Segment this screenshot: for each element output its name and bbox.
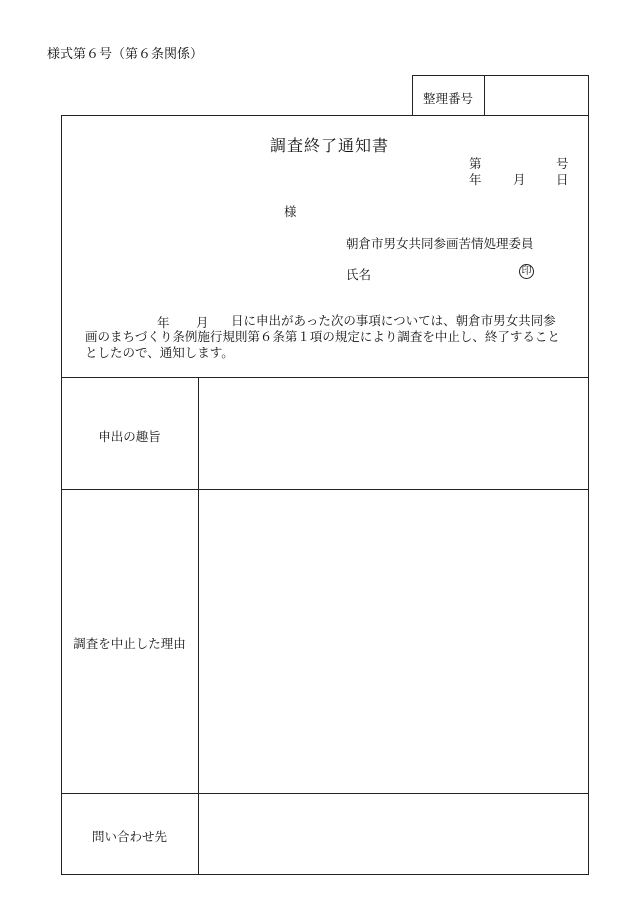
registration-divider xyxy=(484,75,485,116)
date-month: 月 xyxy=(513,172,526,187)
row-label-request-purpose: 申出の趣旨 xyxy=(98,429,161,444)
document-number-prefix: 第 xyxy=(469,156,482,171)
table-top-border xyxy=(61,377,589,378)
notice-year: 年 xyxy=(157,315,170,330)
row-divider-1 xyxy=(61,489,589,490)
row-divider-2 xyxy=(61,793,589,794)
registration-number-value[interactable] xyxy=(494,89,582,105)
row-value-discontinuation-reason[interactable] xyxy=(206,497,581,785)
seal-mark: 印 xyxy=(519,264,534,279)
row-label-discontinuation-reason: 調査を中止した理由 xyxy=(73,636,186,651)
form-number: 様式第６号（第６条関係） xyxy=(47,47,204,62)
name-label: 氏名 xyxy=(346,267,372,282)
addressee-suffix: 様 xyxy=(284,204,297,219)
row-value-contact[interactable] xyxy=(206,801,581,867)
notice-month: 月 xyxy=(196,315,209,330)
row-label-contact: 問い合わせ先 xyxy=(91,829,167,844)
document-number-suffix: 号 xyxy=(556,156,569,171)
document-title: 調査終了通知書 xyxy=(270,136,390,155)
notice-paragraph: 日に申出があった次の事項については、朝倉市男女共同参画のまちづくり条例施行規則第６条第１項の規定により調査を中止し、終了することとしたので、通知します。 xyxy=(85,313,560,360)
date-day: 日 xyxy=(556,172,569,187)
date-year: 年 xyxy=(469,172,482,187)
table-column-divider xyxy=(198,377,199,874)
sender-organization: 朝倉市男女共同参画苦情処理委員 xyxy=(346,236,534,251)
row-value-request-purpose[interactable] xyxy=(206,385,581,481)
registration-number-label: 整理番号 xyxy=(423,91,474,106)
